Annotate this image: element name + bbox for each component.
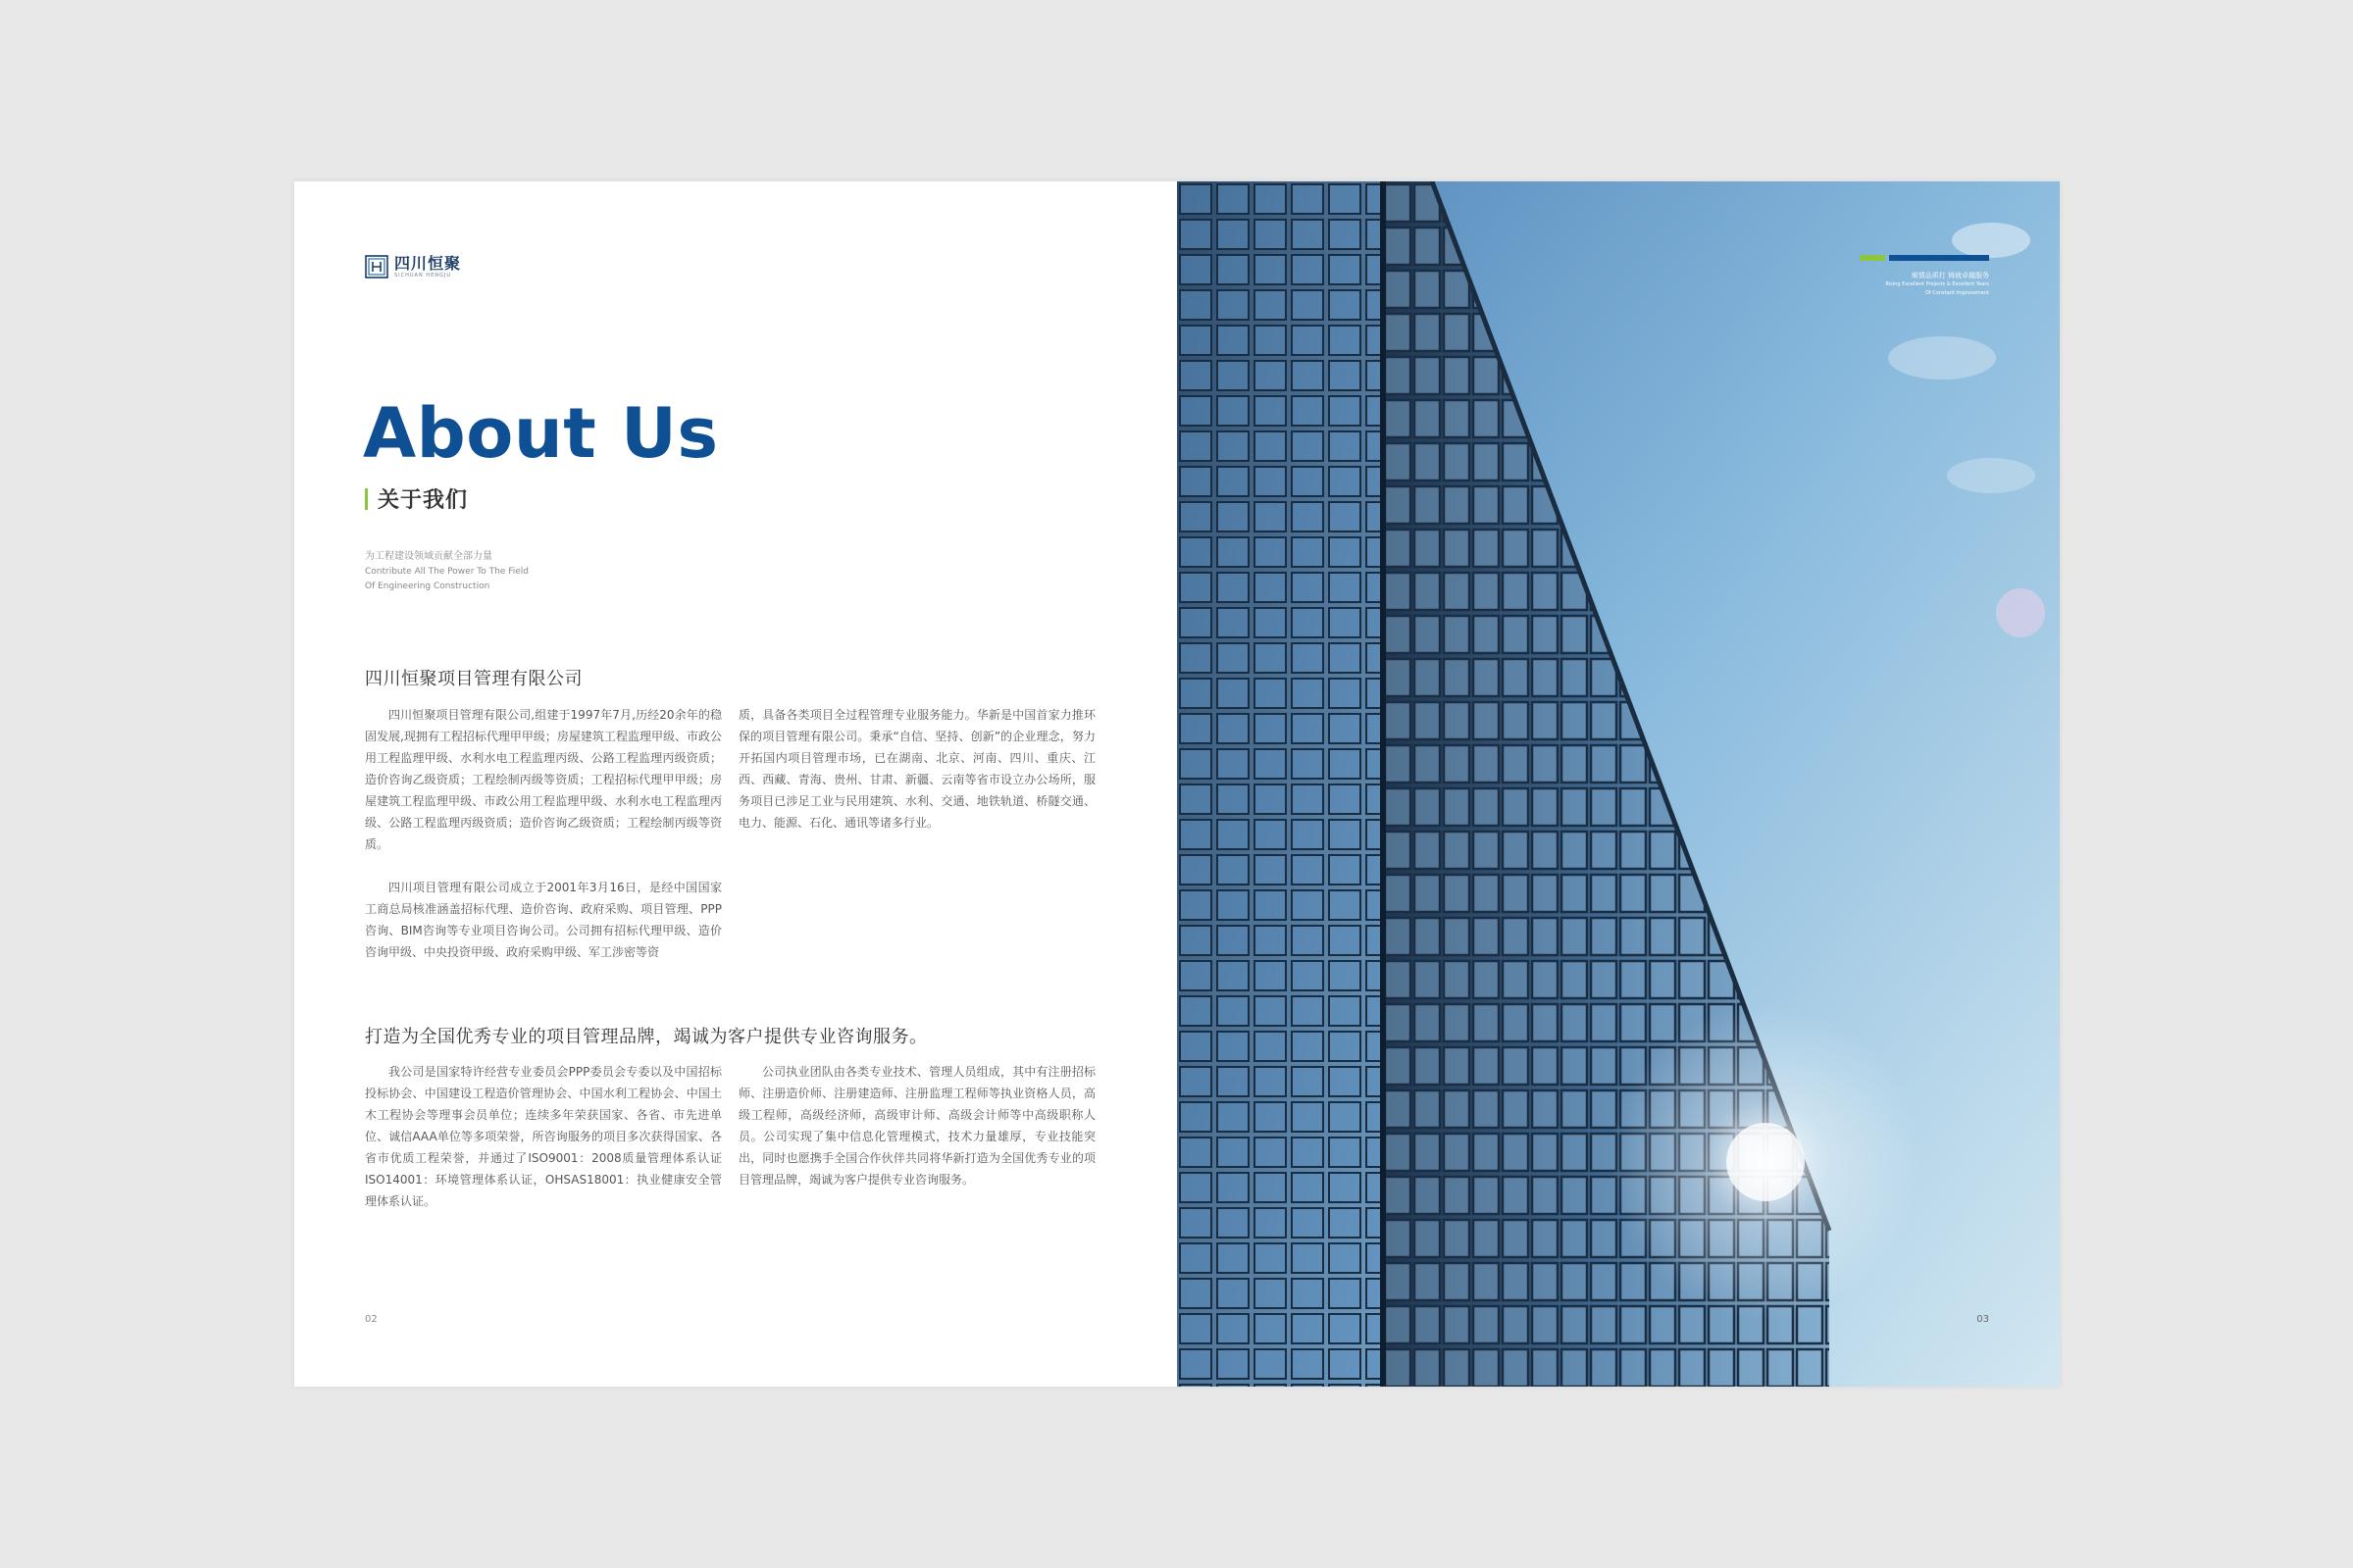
tagline-cn: 为工程建设领域贡献全部力量 (365, 551, 492, 562)
right-caption-line3: Of Constant Improvement (1925, 290, 1989, 296)
section1-column-right (739, 704, 1096, 834)
page-title-cn (365, 483, 468, 514)
right-caption-line2: Rising Excellent Projects & Excellent Years (1885, 281, 1989, 287)
building-photo (1177, 181, 2060, 1387)
title-accent-bar (365, 488, 368, 510)
page-title-cn-text: 关于我们 (378, 488, 469, 513)
company-logo (365, 254, 461, 279)
right-page (1177, 181, 2060, 1387)
right-caption-line1: 倾情品质打 铸就卓越服务 (1911, 272, 1989, 279)
decorative-color-bar (1860, 255, 1989, 261)
section1-title: 四川恒聚项目管理有限公司 (365, 669, 583, 689)
right-caption (1885, 272, 1989, 298)
page-number-right: 03 (1976, 1314, 1989, 1325)
tagline (365, 549, 529, 594)
section1-col2-paragraph1: 质，具备各类项目全过程管理专业服务能力。华新是中国首家力推环保的项目管理有限公司。秉承“自信、坚持、创新”的企业理念，努力开拓国内项目管理市场，已在湖南、北京、河南、四川、重庆、江西、西藏、青海、贵州、甘肃、新疆、云南等省市设立办公场所，服务项目已涉足工业与民用建筑、水利、交通、地铁轨道、桥隧交通、电力、能源、石化、通讯等诸多行业。 (739, 708, 1096, 830)
section2-title: 打造为全国优秀专业的项目管理品牌，竭诚为客户提供专业咨询服务。 (365, 1027, 928, 1047)
section1-col1-paragraph2: 四川项目管理有限公司成立于2001年3月16日，是经中国国家工商总局核准涵盖招标代理、造价咨询、政府采购、项目管理、PPP咨询、BIM咨询等专业项目咨询公司。公司拥有招标代理甲级、造价咨询甲级、中央投资甲级、政府采购甲级、军工涉密等资 (365, 881, 722, 959)
section2-column-left (365, 1061, 722, 1212)
section2-col1-paragraph1: 我公司是国家特许经营专业委员会PPP委员会专委以及中国招标投标协会、中国建设工程造价管理协会、中国水利工程协会、中国土木工程协会等理事会员单位；连续多年荣获国家、各省、市先进单位、诚信AAA单位等多项荣誉，所咨询服务的项目多次获得国家、各省市优质工程荣誉，并通过了ISO9001：2008质量管理体系认证ISO14001：环境管理体系认证，OHSAS18001：执业健康安全管理体系认证。 (365, 1065, 722, 1208)
page-title-en: About Us (363, 393, 719, 474)
tagline-en-line1: Contribute All The Power To The Field (365, 567, 529, 577)
brochure-spread (294, 181, 2060, 1387)
section1-col1-paragraph1: 四川恒聚项目管理有限公司,组建于1997年7月,历经20余年的稳固发展,现拥有工程招标代理甲甲级；房屋建筑工程监理甲级、市政公用工程监理甲级、水利水电工程监理丙级、公路工程监理丙级资质；造价咨询乙级资质；工程绘制丙级等资质；工程招标代理甲甲级；房屋建筑工程监理甲级、市政公用工程监理甲级、水利水电工程监理丙级、公路工程监理丙级资质；造价咨询乙级资质；工程绘制丙级等资质。 (365, 708, 722, 851)
tagline-en-line2: Of Engineering Construction (365, 582, 490, 591)
section1-column-left (365, 704, 722, 963)
left-page (294, 181, 1177, 1387)
deco-blue-bar (1889, 255, 1989, 261)
page-number-left: 02 (365, 1314, 378, 1325)
section2-column-right (739, 1061, 1096, 1190)
logo-mark-icon (365, 255, 388, 278)
logo-subtext: SICHUAN HENGJU (394, 272, 451, 278)
logo-text: 四川恒聚 (394, 253, 462, 273)
deco-green-bar (1860, 255, 1885, 261)
section2-col2-paragraph1: 公司执业团队由各类专业技术、管理人员组成，其中有注册招标师、注册造价师、注册建造师、注册监理工程师等执业资格人员，高级工程师，高级经济师，高级审计师、高级会计师等中高级职称人员。公司实现了集中信息化管理模式，技术力量雄厚，专业技能突出，同时也愿携手全国合作伙伴共同将华新打造为全国优秀专业的项目管理品牌，竭诚为客户提供专业咨询服务。 (739, 1065, 1096, 1187)
